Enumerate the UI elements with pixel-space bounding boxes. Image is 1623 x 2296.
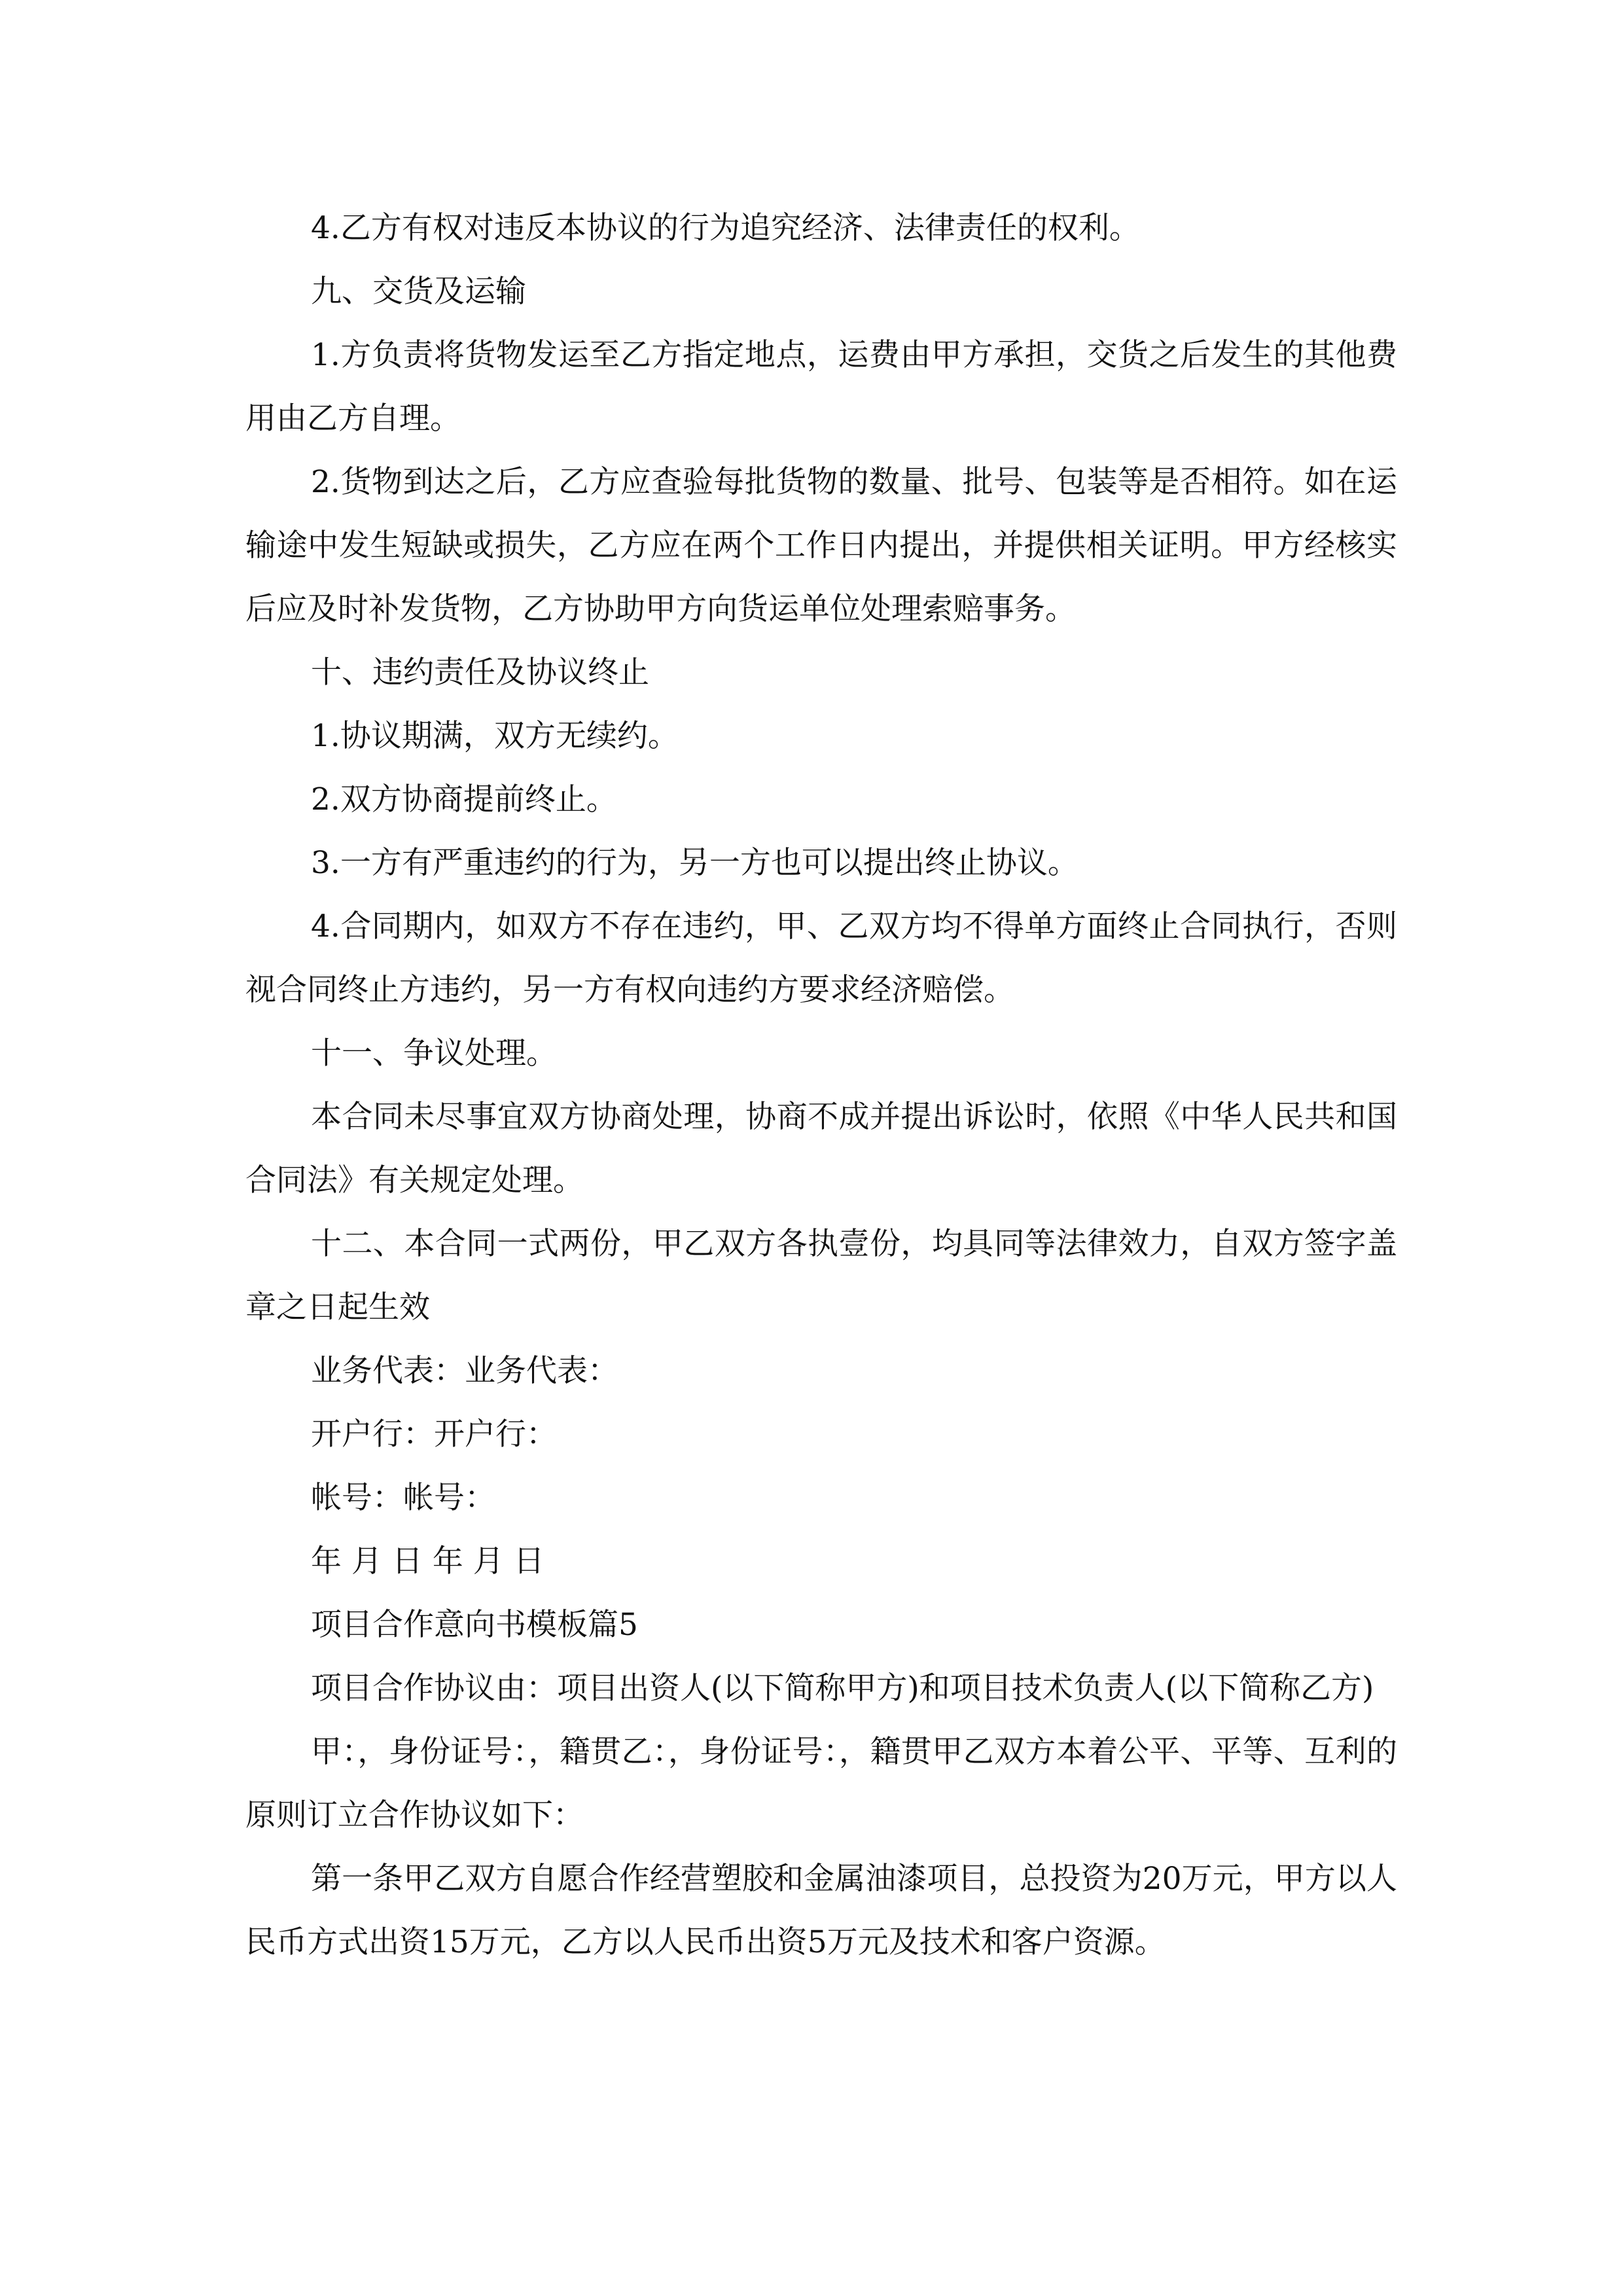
paragraph-delivery-1: 1.方负责将货物发运至乙方指定地点，运费由甲方承担，交货之后发生的其他费用由乙方自理。 [245, 337, 1397, 437]
paragraph-breach-2: 2.双方协商提前终止。 [311, 781, 617, 817]
signature-line-representative: 业务代表：业务代表： [311, 1353, 618, 1389]
signature-line-account: 帐号：帐号： [311, 1480, 495, 1516]
document-body [245, 196, 1397, 1974]
section-heading-breach: 十、违约责任及协议终止 [311, 655, 649, 691]
section-heading-delivery: 九、交货及运输 [311, 274, 526, 310]
paragraph-clause-12: 十二、本合同一式两份，甲乙双方各执壹份，均具同等法律效力，自双方签字盖章之日起生效 [245, 1226, 1397, 1325]
paragraph-delivery-2: 2.货物到达之后，乙方应查验每批货物的数量、批号、包装等是否相符。如在运输途中发生短缺或损失，乙方应在两个工作日内提出，并提供相关证明。甲方经核实后应及时补发货物，乙方协助甲方向货运单位处理索赔事务。 [245, 464, 1397, 627]
template-title: 项目合作意向书模板篇5 [311, 1607, 638, 1643]
signature-line-date: 年 月 日 年 月 日 [311, 1543, 544, 1579]
section-heading-dispute: 十一、争议处理。 [311, 1035, 557, 1071]
paragraph-breach-1: 1.协议期满，双方无续约。 [311, 718, 679, 754]
paragraph-clause-8-4: 4.乙方有权对违反本协议的行为追究经济、法律责任的权利。 [311, 210, 1140, 246]
paragraph-breach-4: 4.合同期内，如双方不存在违约，甲、乙双方均不得单方面终止合同执行，否则视合同终止方违约，另一方有权向违约方要求经济赔偿。 [245, 908, 1397, 1008]
paragraph-parties: 甲：，身份证号：，籍贯乙：，身份证号：，籍贯甲乙双方本着公平、平等、互利的原则订立合作协议如下： [245, 1734, 1397, 1833]
paragraph-article-1: 第一条甲乙双方自愿合作经营塑胶和金属油漆项目，总投资为20万元，甲方以人民币方式出资15万元，乙方以人民币出资5万元及技术和客户资源。 [245, 1861, 1397, 1960]
signature-line-bank: 开户行：开户行： [311, 1416, 557, 1452]
paragraph-dispute: 本合同未尽事宜双方协商处理，协商不成并提出诉讼时，依照《中华人民共和国合同法》有关规定处理。 [245, 1099, 1397, 1198]
paragraph-breach-3: 3.一方有严重违约的行为，另一方也可以提出终止协议。 [311, 845, 1079, 881]
paragraph-agreement-intro: 项目合作协议由：项目出资人(以下简称甲方)和项目技术负责人(以下简称乙方) [311, 1670, 1374, 1706]
